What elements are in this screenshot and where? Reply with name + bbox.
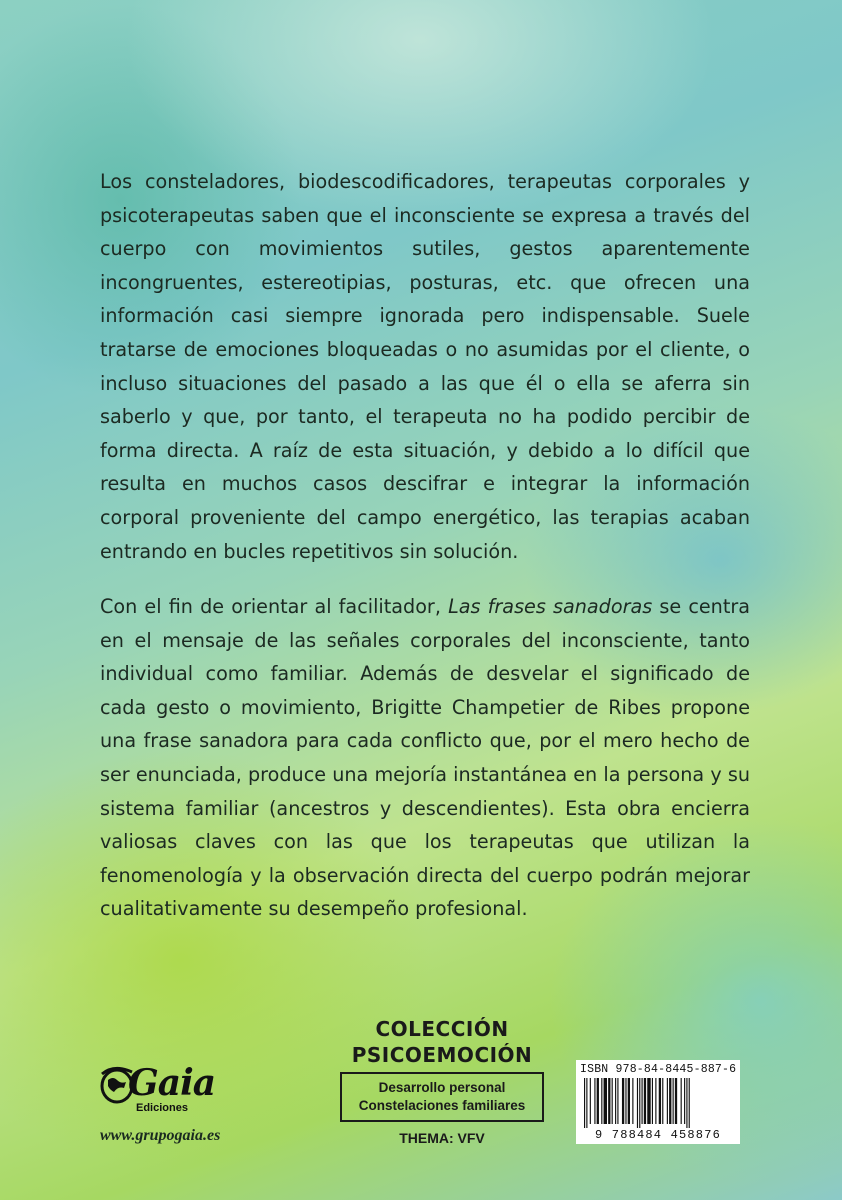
barcode-bar — [681, 1078, 682, 1124]
isbn-barcode-block — [576, 1060, 740, 1144]
barcode-icon — [584, 1078, 732, 1128]
barcode-bar — [601, 1078, 602, 1124]
barcode-bar — [594, 1078, 595, 1124]
publisher-logo — [100, 1062, 240, 1122]
barcode-bar — [659, 1078, 661, 1124]
barcode-bar — [673, 1078, 674, 1124]
barcode-bar — [652, 1078, 653, 1124]
category-1: Desarrollo personal — [378, 1080, 506, 1095]
collection-title-line1: COLECCIÓN — [375, 1017, 509, 1041]
barcode-bar — [644, 1078, 646, 1124]
category-2: Constelaciones familiares — [358, 1098, 526, 1113]
publisher-website: www.grupogaia.es — [100, 1127, 221, 1144]
barcode-bar — [617, 1078, 618, 1124]
description-paragraph-2 — [100, 590, 750, 926]
barcode-bar — [675, 1078, 677, 1124]
barcode-bar — [625, 1078, 626, 1124]
barcode-bar — [608, 1078, 610, 1124]
barcode-bar — [662, 1078, 663, 1124]
barcode-bar — [637, 1078, 638, 1128]
barcode-bar — [615, 1078, 616, 1124]
barcode-bar — [669, 1078, 671, 1124]
barcode-bar — [584, 1078, 585, 1128]
barcode-bar — [597, 1078, 599, 1124]
barcode-bar — [684, 1078, 685, 1124]
barcode-bar — [632, 1078, 633, 1124]
barcode-bar — [586, 1078, 587, 1128]
thema-code: THEMA: VFV — [399, 1130, 485, 1146]
ean-number: 9 788484 458876 — [594, 1128, 722, 1142]
collection-title-line2: PSICOEMOCIÓN — [351, 1043, 533, 1067]
barcode-bar — [590, 1078, 591, 1124]
publisher-name: Gaia — [128, 1062, 216, 1104]
book-title-italic: Las frases sanadoras — [448, 595, 653, 618]
barcode-bar — [612, 1078, 613, 1124]
barcode-bar — [647, 1078, 650, 1124]
collection-block — [338, 1016, 546, 1146]
publisher-subtitle: Ediciones — [136, 1102, 188, 1114]
barcode-bar — [628, 1078, 630, 1124]
collection-categories-box — [340, 1072, 544, 1122]
barcode-bar — [642, 1078, 643, 1124]
barcode-bar — [622, 1078, 624, 1124]
isbn-label: ISBN 978-84-8445-887-6 — [580, 1063, 737, 1076]
paragraph-2-rest: se centra en el mensaje de las señales corporales del inconsciente, tanto individual como familiar. Además de desvelar el significado de cada gesto o movimiento, Brigitte Champetier de Ribes propone una frase sanadora para cada conflicto que, por el mero hecho de ser enunciada, produce una mejoría instantánea en la persona y su sistema familiar (ancestros y descendientes). Esta obra encierra valiosas claves con las que los terapeutas que utilizan la fenomenología y la observación directa del cuerpo podrán mejorar cualitativamente su desempeño profesional. — [100, 595, 751, 921]
description-paragraph-1: Los consteladores, biodescodificadores, terapeutas corporales y psicoterapeutas saben que el inconsciente se expresa a través del cuerpo con movimientos sutiles, gestos aparentemente incongruentes, estereotipias, posturas, etc. que ofrecen una información casi siempre ignorada pero indispensable. Suele tratarse de emociones bloqueadas o no asumidas por el cliente, o incluso situaciones del pasado a las que él o ella se aferra sin saberlo y que, por tanto, el terapeuta no ha podido percibir de forma directa. A raíz de esta situación, y debido a lo difícil que resulta en muchos casos descifrar e integrar la información corporal proveniente del campo energético, las terapias acaban entrando en bucles repetitivos sin solución. — [100, 170, 750, 563]
barcode-bar — [667, 1078, 668, 1124]
barcode-bar — [639, 1078, 640, 1128]
barcode-bar — [655, 1078, 656, 1124]
paragraph-2-intro: Con el fin de orientar al facilitador, — [100, 595, 449, 618]
barcode-bar — [689, 1078, 690, 1128]
barcode-bar — [604, 1078, 607, 1124]
barcode-bar — [686, 1078, 687, 1128]
